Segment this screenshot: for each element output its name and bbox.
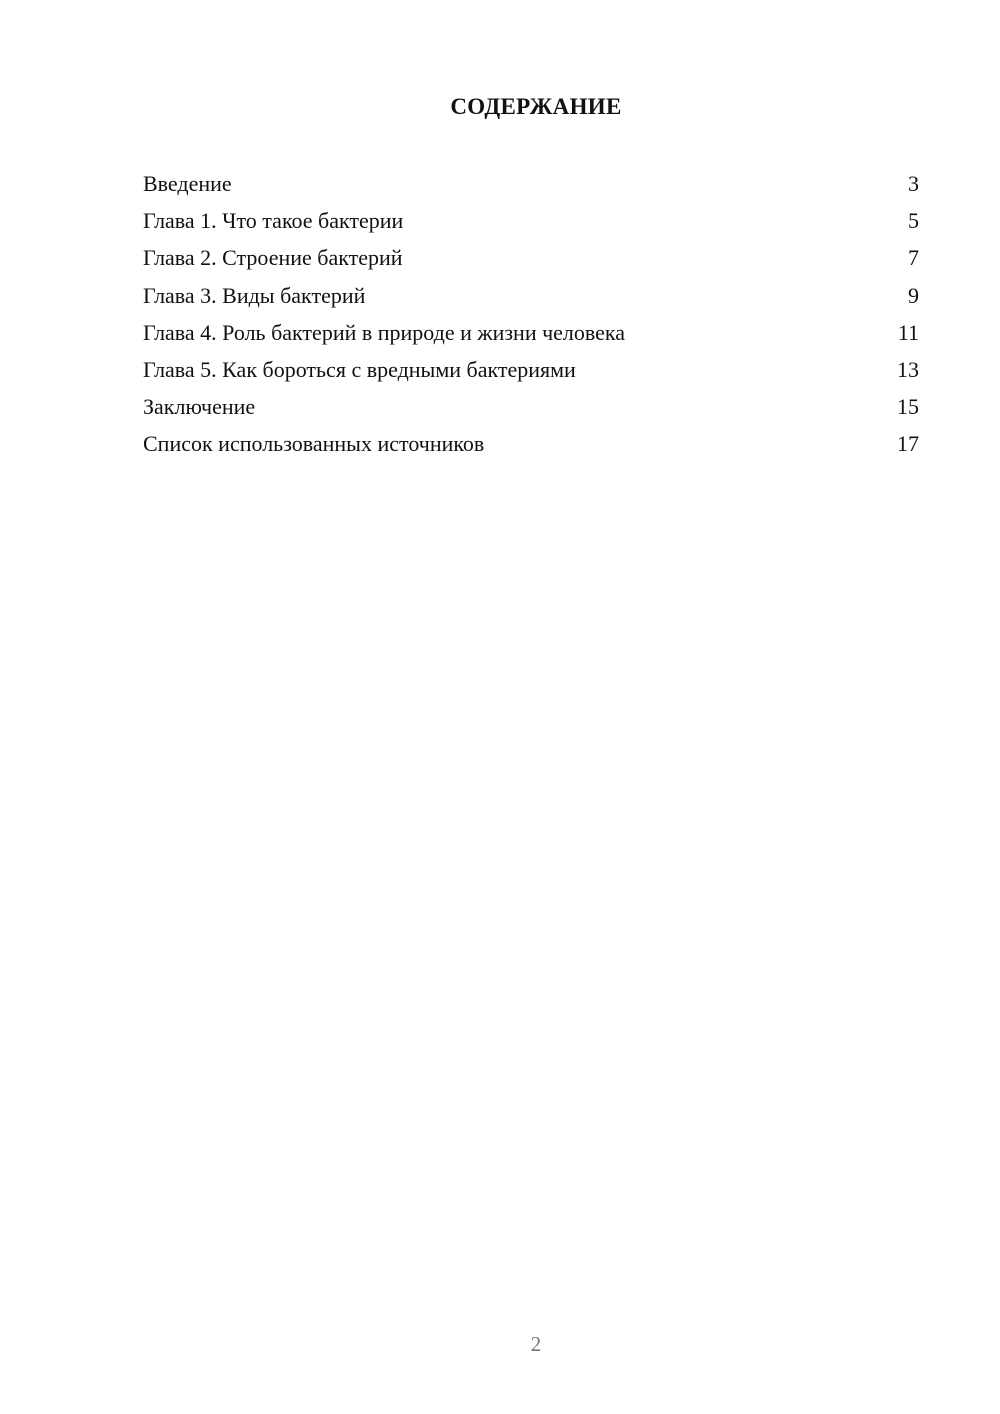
toc-title: СОДЕРЖАНИЕ: [450, 94, 622, 119]
toc-entry-label: Глава 5. Как бороться с вредными бактериями: [143, 356, 576, 382]
toc-entry-chapter-1: [143, 205, 919, 242]
toc-entry-label: Введение: [143, 171, 232, 196]
toc-entry-introduction: [143, 168, 919, 205]
table-of-contents: [143, 168, 919, 466]
toc-entry-page: 5: [908, 208, 919, 234]
toc-entry-label: Глава 3. Виды бактерий: [143, 282, 366, 308]
page-number: 2: [530, 1332, 542, 1356]
toc-entry-page: 7: [908, 245, 919, 271]
toc-entry-page: 11: [897, 319, 919, 345]
toc-entry-label: Заключение: [143, 394, 256, 420]
toc-entry-chapter-5: [143, 354, 919, 391]
toc-entry-chapter-2: [143, 242, 919, 279]
toc-entry-label: Глава 2. Строение бактерий: [143, 245, 403, 271]
toc-entry-chapter-3: [143, 280, 919, 317]
toc-entry-label: Глава 1. Что такое бактерии: [143, 208, 404, 234]
toc-entry-references: [143, 428, 919, 465]
toc-entry-label: Глава 4. Роль бактерий в природе и жизни человека: [143, 319, 626, 345]
toc-entry-conclusion: [143, 391, 919, 428]
toc-entry-page: 9: [908, 282, 919, 308]
toc-entry-chapter-4: [143, 317, 919, 354]
toc-entry-label: Список использованных источников: [143, 431, 485, 457]
toc-entry-page: 13: [897, 356, 919, 382]
toc-entry-page: 15: [897, 394, 919, 420]
toc-entry-page: 3: [908, 171, 919, 196]
toc-entry-page: 17: [897, 431, 919, 457]
